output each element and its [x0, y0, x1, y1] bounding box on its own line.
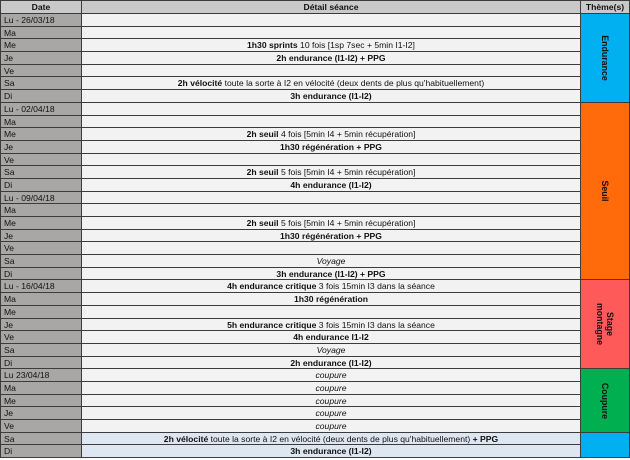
- row-date: Ve: [0, 419, 82, 433]
- header-detail: Détail séance: [81, 0, 581, 14]
- row-date: Sa: [0, 76, 82, 90]
- row-detail: [81, 292, 581, 306]
- row-detail: [81, 102, 581, 116]
- detail-text: 2h vélocité: [163, 433, 209, 444]
- row-date: Ma: [0, 26, 82, 40]
- row-detail: [81, 279, 581, 293]
- row-detail: [81, 89, 581, 103]
- detail-text: 5h endurance critique: [227, 319, 317, 330]
- row-date: Ve: [0, 241, 82, 255]
- theme-block: [580, 102, 630, 281]
- header-date: Date: [0, 0, 82, 14]
- row-detail: [81, 51, 581, 65]
- theme-block: [580, 368, 630, 432]
- row-detail: [81, 343, 581, 357]
- row-detail: [81, 216, 581, 230]
- detail-text: 3 fois 15min I3 dans la séance: [316, 281, 435, 292]
- row-date: Sa: [0, 165, 82, 179]
- row-date: Di: [0, 178, 82, 192]
- detail-text: 3 fois 15min I3 dans la séance: [316, 319, 435, 330]
- row-date: Lu - 26/03/18: [0, 13, 82, 27]
- detail-text: + PPG: [472, 433, 499, 444]
- row-detail: [81, 381, 581, 395]
- row-detail: [81, 419, 581, 433]
- detail-text: 5 fois [5min I4 + 5min récupération]: [278, 218, 416, 229]
- detail-text: coupure: [315, 383, 347, 393]
- row-date: Je: [0, 229, 82, 243]
- row-date: Je: [0, 140, 82, 154]
- row-detail: [81, 64, 581, 78]
- detail-text: 1h30 régénération: [293, 294, 369, 305]
- detail-text: 4 fois [5min I4 + 5min récupération]: [278, 129, 416, 140]
- detail-text: coupure: [315, 421, 347, 432]
- theme-label: Stage montagne: [595, 303, 615, 346]
- theme-block: [580, 432, 630, 458]
- row-detail: [81, 191, 581, 205]
- theme-label: Seuil: [600, 180, 610, 202]
- row-detail: [81, 76, 581, 90]
- detail-text: coupure: [315, 408, 347, 419]
- row-date: Ve: [0, 153, 82, 167]
- row-date: Lu - 02/04/18: [0, 102, 82, 116]
- row-detail: [81, 368, 581, 382]
- detail-text: 2h seuil: [246, 218, 279, 229]
- row-detail: [81, 254, 581, 268]
- row-date: Di: [0, 444, 82, 458]
- detail-text: 3h endurance (I1-I2) + PPG: [276, 268, 386, 279]
- detail-text: coupure: [315, 395, 347, 406]
- detail-text: 1h30 régénération + PPG: [280, 230, 382, 241]
- row-detail: [81, 356, 581, 370]
- row-detail: [81, 432, 581, 446]
- row-detail: [81, 38, 581, 52]
- detail-text: 10 fois [1sp 7sec + 5min I1-I2]: [297, 40, 415, 51]
- row-detail: [81, 229, 581, 243]
- row-detail: [81, 153, 581, 167]
- detail-text: coupure: [315, 370, 347, 381]
- row-date: Lu - 16/04/18: [0, 279, 82, 293]
- row-detail: [81, 305, 581, 319]
- row-detail: [81, 115, 581, 129]
- detail-text: 3h endurance (I1-I2): [290, 446, 372, 457]
- row-detail: [81, 165, 581, 179]
- row-date: Di: [0, 267, 82, 281]
- row-date: Me: [0, 305, 82, 319]
- row-detail: [81, 394, 581, 408]
- detail-text: 2h vélocité: [177, 78, 223, 89]
- detail-text: toute la sorte à I2 en vélocité (deux dents de plus qu'habituellement): [222, 78, 485, 89]
- row-detail: [81, 127, 581, 141]
- row-date: Me: [0, 127, 82, 141]
- row-detail: [81, 178, 581, 192]
- detail-text: Voyage: [316, 256, 346, 267]
- row-detail: [81, 26, 581, 40]
- detail-text: 3h endurance (I1-I2): [290, 91, 372, 102]
- row-detail: [81, 203, 581, 217]
- theme-block: [580, 279, 630, 369]
- detail-text: 2h seuil: [246, 167, 279, 178]
- row-date: Ma: [0, 115, 82, 129]
- theme-label: Endurance: [600, 35, 610, 81]
- row-date: Lu - 09/04/18: [0, 191, 82, 205]
- row-date: Di: [0, 356, 82, 370]
- row-detail: [81, 406, 581, 420]
- row-date: Ve: [0, 64, 82, 78]
- row-date: Ma: [0, 381, 82, 395]
- row-date: Sa: [0, 432, 82, 446]
- detail-text: 4h endurance (I1-I2): [290, 179, 372, 190]
- row-date: Me: [0, 394, 82, 408]
- row-date: Je: [0, 51, 82, 65]
- row-date: Lu 23/04/18: [0, 368, 82, 382]
- row-detail: [81, 444, 581, 458]
- row-detail: [81, 318, 581, 332]
- theme-block: [580, 13, 630, 103]
- detail-text: 1h30 sprints: [247, 40, 298, 51]
- detail-text: 5 fois [5min I4 + 5min récupération]: [278, 167, 416, 178]
- row-detail: [81, 330, 581, 344]
- row-detail: [81, 13, 581, 27]
- detail-text: 2h endurance (I1-I2): [290, 357, 372, 368]
- theme-label: Coupure: [600, 382, 610, 419]
- row-date: Sa: [0, 254, 82, 268]
- detail-text: 2h endurance (I1-I2) + PPG: [276, 53, 386, 64]
- row-detail: [81, 140, 581, 154]
- row-date: Ma: [0, 203, 82, 217]
- detail-text: 1h30 régénération + PPG: [280, 141, 382, 152]
- row-detail: [81, 241, 581, 255]
- detail-text: 4h endurance I1-I2: [293, 332, 369, 343]
- row-date: Sa: [0, 343, 82, 357]
- detail-text: 4h endurance critique: [227, 281, 317, 292]
- detail-text: toute la sorte à I2 en vélocité (deux dents de plus qu'habituellement): [208, 433, 473, 444]
- row-date: Di: [0, 89, 82, 103]
- row-date: Ma: [0, 292, 82, 306]
- row-date: Ve: [0, 330, 82, 344]
- row-date: Me: [0, 38, 82, 52]
- header-theme: Thème(s): [580, 0, 630, 14]
- row-date: Me: [0, 216, 82, 230]
- row-detail: [81, 267, 581, 281]
- row-date: Je: [0, 406, 82, 420]
- row-date: Je: [0, 318, 82, 332]
- detail-text: 2h seuil: [246, 129, 279, 140]
- detail-text: Voyage: [316, 344, 346, 355]
